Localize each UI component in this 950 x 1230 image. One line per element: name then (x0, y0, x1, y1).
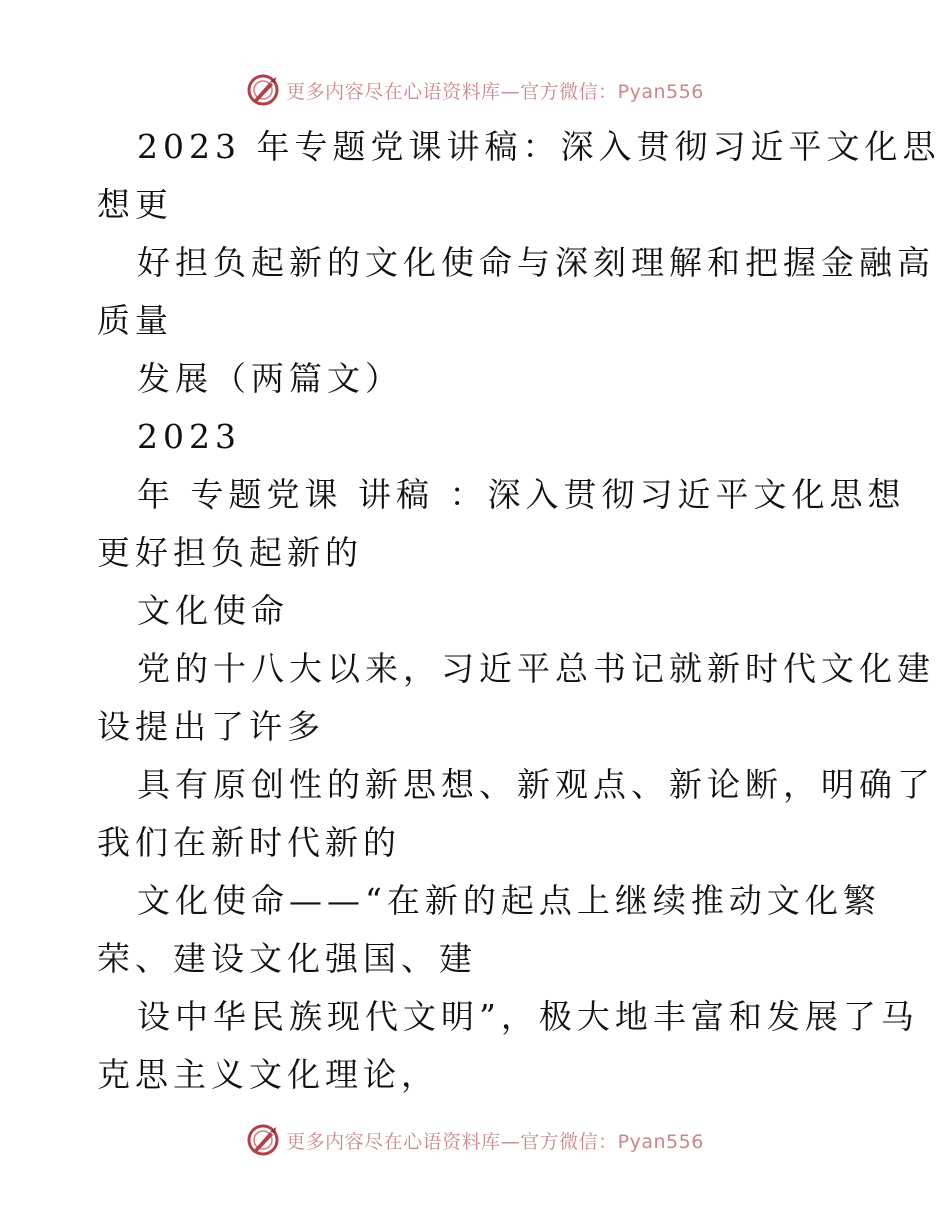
body-line: 质量 (97, 301, 173, 340)
quill-logo-icon (246, 73, 280, 107)
document-body (97, 118, 941, 1104)
body-line: 想更 (97, 185, 173, 224)
body-line: 好担负起新的文化使命与深刻理解和把握金融高 (137, 243, 935, 282)
body-line: 发展（两篇文） (137, 359, 403, 398)
footer-watermark (0, 1120, 950, 1160)
body-line: 具有原创性的新思想、新观点、新论断，明确了 (137, 765, 935, 804)
body-line: 荣、建设文化强国、建 (97, 939, 477, 978)
body-line: 设中华民族现代文明”，极大地丰富和发展了马 (137, 997, 919, 1036)
body-line: 更好担负起新的 (97, 533, 363, 572)
body-line: 2023 年专题党课讲稿：深入贯彻习近平文化思 (137, 127, 941, 166)
body-line: 文化使命——“在新的起点上继续推动文化繁 (137, 881, 881, 920)
body-line: 党的十八大以来，习近平总书记就新时代文化建 (137, 649, 935, 688)
footer-watermark-text: 更多内容尽在心语资料库—官方微信：Pyan556 (286, 1130, 704, 1153)
header-watermark (0, 70, 950, 110)
body-line: 我们在新时代新的 (97, 823, 401, 862)
body-line: 年 专题党课 讲稿 ：深入贯彻习近平文化思想 (137, 475, 906, 514)
body-line: 2023 (137, 417, 241, 456)
body-line: 文化使命 (137, 591, 289, 630)
quill-logo-icon (246, 1123, 280, 1157)
body-line: 设提出了许多 (97, 707, 325, 746)
header-watermark-text: 更多内容尽在心语资料库—官方微信：Pyan556 (286, 80, 704, 103)
body-line: 克思主义文化理论， (97, 1055, 439, 1094)
